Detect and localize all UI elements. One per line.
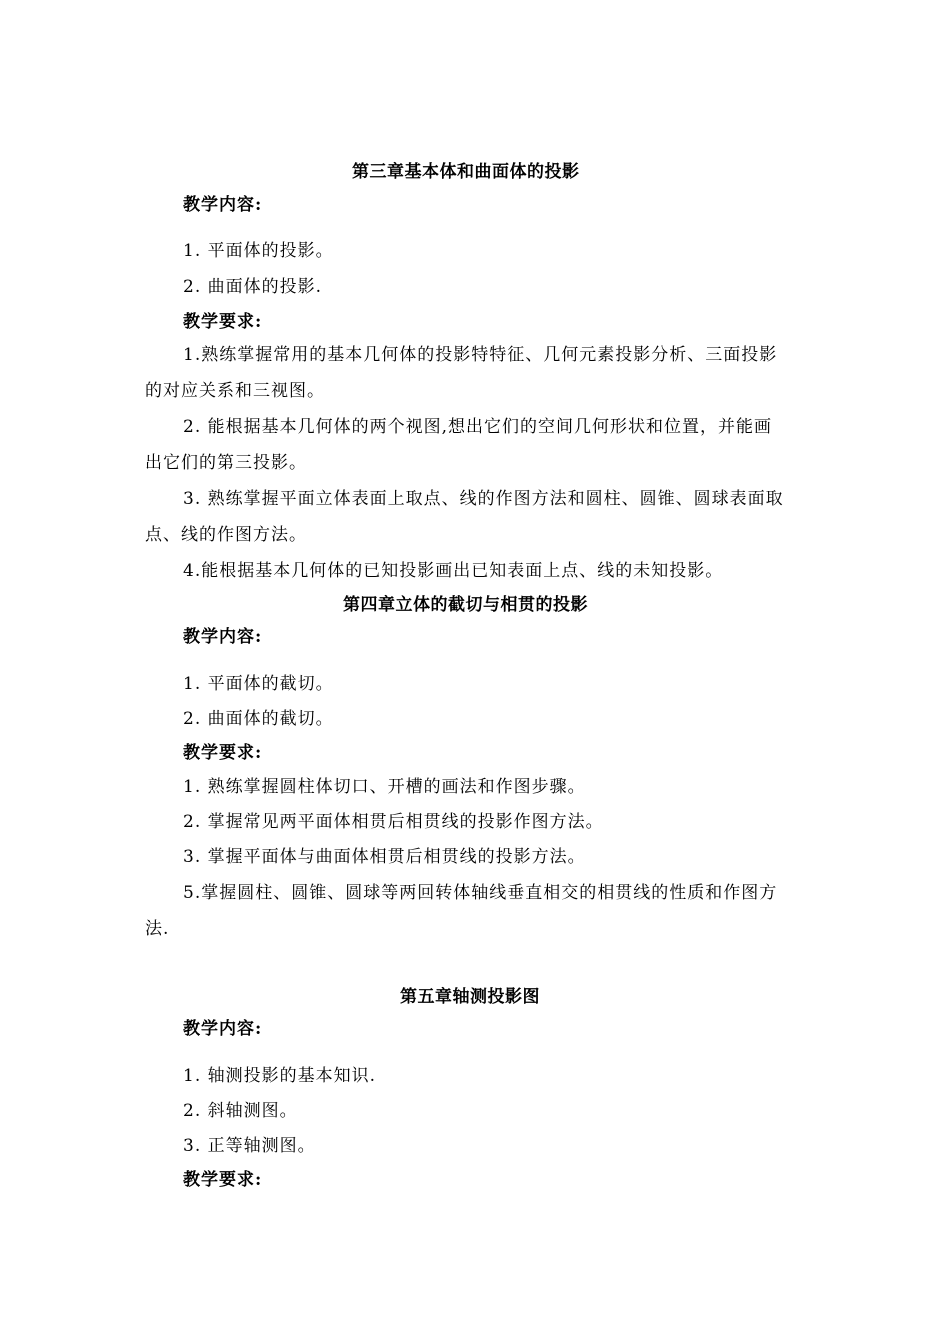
chapter-5-content-heading: 教学内容: (183, 1019, 263, 1039)
chapter-5-content-item-2: 2. 斜轴测图。 (183, 1101, 298, 1121)
chapter-4-requirements-heading: 教学要求: (183, 743, 263, 763)
chapter-3-req-line-3: 2. 能根据基本几何体的两个视图,想出它们的空间几何形状和位置，并能画 (183, 417, 773, 437)
chapter-3-content-item-2: 2. 曲面体的投影. (183, 277, 323, 297)
chapter-4-content-item-1: 1. 平面体的截切。 (183, 674, 334, 694)
chapter-4-req-line-5: 法. (145, 919, 170, 939)
chapter-4-req-line-1: 1. 熟练掌握圆柱体切口、开槽的画法和作图步骤。 (183, 777, 586, 797)
chapter-3-requirements-heading: 教学要求: (183, 312, 263, 332)
chapter-3-content-item-1: 1. 平面体的投影。 (183, 241, 334, 261)
chapter-4-req-line-2: 2. 掌握常见两平面体相贯后相贯线的投影作图方法。 (183, 812, 604, 832)
chapter-5-content-item-1: 1. 轴测投影的基本知识. (183, 1066, 377, 1086)
chapter-3-title: 第三章基本体和曲面体的投影 (352, 162, 580, 182)
chapter-5-title: 第五章轴测投影图 (400, 987, 540, 1007)
chapter-4-content-item-2: 2. 曲面体的截切。 (183, 709, 334, 729)
chapter-3-content-heading: 教学内容: (183, 195, 263, 215)
chapter-3-req-line-7: 4.能根据基本几何体的已知投影画出已知表面上点、线的未知投影。 (183, 561, 724, 581)
chapter-4-req-line-4: 5.掌握圆柱、圆锥、圆球等两回转体轴线垂直相交的相贯线的性质和作图方 (183, 883, 778, 903)
chapter-4-req-line-3: 3. 掌握平面体与曲面体相贯后相贯线的投影方法。 (183, 847, 586, 867)
chapter-3-req-line-6: 点、线的作图方法。 (145, 525, 307, 545)
chapter-3-req-line-4: 出它们的第三投影。 (145, 453, 307, 473)
chapter-5-requirements-heading: 教学要求: (183, 1170, 263, 1190)
chapter-4-title: 第四章立体的截切与相贯的投影 (343, 595, 588, 615)
chapter-3-req-line-2: 的对应关系和三视图。 (145, 381, 325, 401)
chapter-3-req-line-1: 1.熟练掌握常用的基本几何体的投影特特征、几何元素投影分析、三面投影 (183, 345, 778, 365)
chapter-3-req-line-5: 3. 熟练掌握平面立体表面上取点、线的作图方法和圆柱、圆锥、圆球表面取 (183, 489, 784, 509)
chapter-5-content-item-3: 3. 正等轴测图。 (183, 1136, 316, 1156)
chapter-4-content-heading: 教学内容: (183, 627, 263, 647)
